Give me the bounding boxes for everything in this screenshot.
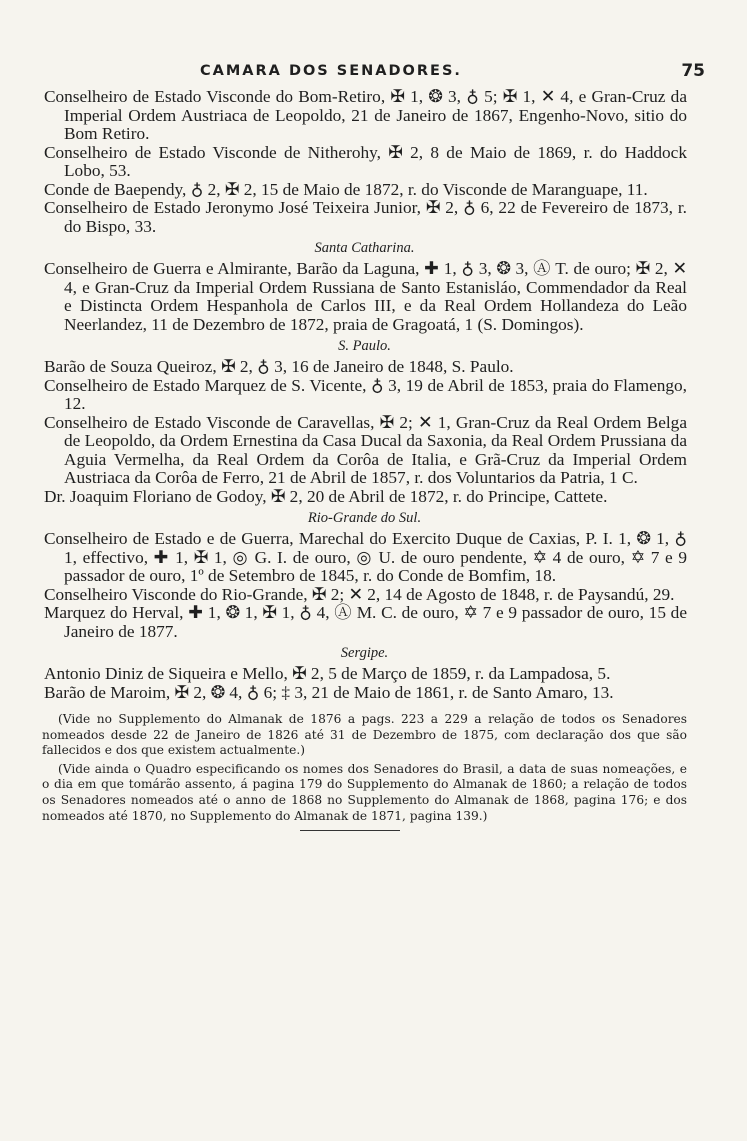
list-item: Marquez do Herval, ✚ 1, ❂ 1, ✠ 1, ♁ 4, Ⓐ M. C. de ouro, ✡ 7 e 9 passador de ouro, 15 de Janeiro de 1877. (44, 603, 687, 641)
list-item: Conselheiro de Estado e de Guerra, Marechal do Exercito Duque de Caxias, P. I. 1, ❂ 1, ♁ 1, effectivo, ✚ 1, ✠ 1, ◎ G. I. de ouro, ◎ U. de ouro pendente, ✡ 4 de ouro, ✡ 7 e 9 passador de ouro, 1º de Setembro de 1845, r. do Conde de Bomfim, 18. (44, 529, 687, 585)
section-sergipe (42, 645, 687, 702)
section-sao-paulo (42, 338, 687, 506)
page-title: CAMARA DOS SENADORES. (200, 63, 462, 79)
list-item: Barão de Souza Queiroz, ✠ 2, ♁ 3, 16 de Janeiro de 1848, S. Paulo. (44, 357, 514, 376)
list-item: Dr. Joaquim Floriano de Godoy, ✠ 2, 20 de Abril de 1872, r. do Principe, Cattete. (44, 486, 608, 506)
section-rio-de-janeiro (42, 88, 687, 236)
page-number: 75 (681, 61, 705, 81)
section-santa-catharina (42, 240, 687, 334)
divider (300, 830, 400, 831)
list-item: Conselheiro de Estado Jeronymo José Teixeira Junior, ✠ 2, ♁ 6, 22 de Fevereiro de 1873, r. do Bispo, 33. (44, 198, 687, 236)
section-heading: Santa Catharina. (314, 240, 415, 256)
senators-list (42, 88, 687, 831)
section-rio-grande-do-sul (42, 510, 687, 641)
section-heading: S. Paulo. (338, 338, 391, 354)
list-item: Conselheiro de Estado Visconde de Caravellas, ✠ 2; ✕ 1, Gran-Cruz da Real Ordem Belga de Leopoldo, da Ordem Ernestina da Casa Ducal da Saxonia, da Real Ordem Prussiana da Aguia Vermelha, da Real Ordem da Corôa de Italia, e Grã-Cruz da Imperial Ordem Austriaca da Corôa de Ferro, 21 de Abril de 1857, r. dos Voluntarios da Patria, 1 C. (44, 412, 687, 487)
footnote: (Vide ainda o Quadro especificando os nomes dos Senadores do Brasil, a data de suas nomeações, e o dia em que tomárão assento, á pagina 179 do Supplemento do Almanak de 1860; a relação de todos os Senadores nomeados até o anno de 1868 no Supplemento do Almanak de 1868, pagina 176; e dos nomeados até 1870, no Supplemento do Almanak de 1871, pagina 139.) (42, 761, 687, 823)
list-item: Conde de Baependy, ♁ 2, ✠ 2, 15 de Maio de 1872, r. do Visconde de Maranguape, 11. (44, 179, 648, 199)
section-heading: Sergipe. (340, 645, 389, 661)
page-header (0, 63, 747, 85)
list-item: Conselheiro Visconde do Rio-Grande, ✠ 2; ✕ 2, 14 de Agosto de 1848, r. de Paysandú, 29. (44, 584, 675, 604)
list-item: Barão de Maroim, ✠ 2, ❂ 4, ♁ 6; ‡ 3, 21 de Maio de 1861, r. de Santo Amaro, 13. (44, 682, 614, 702)
list-item: Conselheiro de Estado Visconde de Nitherohy, ✠ 2, 8 de Maio de 1869, r. do Haddock Lobo, 53. (44, 142, 687, 180)
list-item: Conselheiro de Guerra e Almirante, Barão da Laguna, ✚ 1, ♁ 3, ❂ 3, Ⓐ T. de ouro; ✠ 2, ✕ 4, e Gran-Cruz da Imperial Ordem Russiana de Santo Estanisláo, Commendador da Real e Distincta Ordem Hespanhola de Carlos III, e da Real Ordem Hollandeza do Leão Neerlandez, 11 de Dezembro de 1872, praia de Gragoatá, 1 (S. Domingos). (44, 259, 687, 334)
list-item: Conselheiro de Estado Marquez de S. Vicente, ♁ 3, 19 de Abril de 1853, praia do Flamengo, 12. (44, 375, 687, 413)
footnote: (Vide no Supplemento do Almanak de 1876 a pags. 223 a 229 a relação de todos os Senadores nomeados desde 22 de Janeiro de 1826 até 31 de Dezembro de 1875, com declaração dos que são fallecidos e dos que existem actualmente.) (42, 712, 687, 758)
section-heading: Rio-Grande do Sul. (307, 510, 422, 526)
footnotes (42, 712, 687, 824)
list-item: Antonio Diniz de Siqueira e Mello, ✠ 2, 5 de Março de 1859, r. da Lampadosa, 5. (44, 664, 611, 683)
list-item: Conselheiro de Estado Visconde do Bom-Retiro, ✠ 1, ❂ 3, ♁ 5; ✠ 1, ✕ 4, e Gran-Cruz da Imperial Ordem Austriaca de Leopoldo, 21 de Janeiro de 1867, Engenho-Novo, sitio do Bom Retiro. (44, 87, 687, 143)
